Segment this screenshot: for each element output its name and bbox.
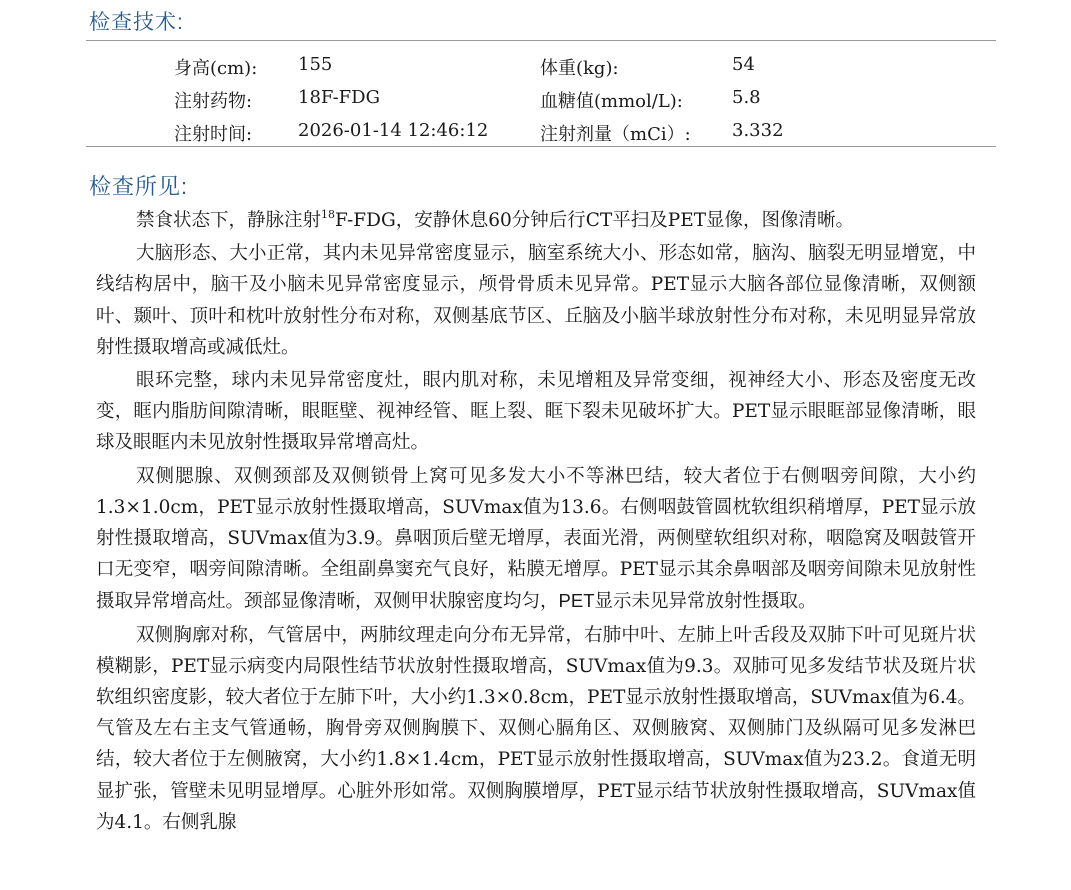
drug-label: 注射药物: [174,91,253,112]
drug-value: 18F-FDG [298,87,380,108]
protocol-text-b: F-FDG，安静休息60分钟后行CT平扫及PET显像，图像清晰。 [335,210,855,231]
findings-paragraph-brain: 大脑形态、大小正常，其内未见异常密度显示，脑室系统大小、形态如常，脑沟、脑裂无明显增宽，中线结构居中，脑干及小脑未见异常密度显示，颅骨骨质未见异常。PET显示大脑各部位显像清晰，双侧额叶、颞叶、顶叶和枕叶放射性分布对称，双侧基底节区、丘脑及小脑半球放射性分布对称，未见明显异常放射性摄取增高或减低灶。 [96,243,976,358]
technique-divider [86,40,996,41]
dose-value: 3.332 [732,120,784,141]
weight-label: 体重(kg): [540,58,619,79]
protocol-text-a: 禁食状态下，静脉注射 [136,210,322,231]
height-label: 身高(cm): [174,58,258,79]
time-value: 2026-01-14 12:46:12 [298,120,489,141]
head-neck-text-b: 显示未见异常放射性摄取。 [594,591,817,613]
head-neck-pet: PET [558,590,595,612]
findings-paragraph-chest: 双侧胸廓对称，气管居中，两肺纹理走向分布无异常，右肺中叶、左肺上叶舌段及双肺下叶可见斑片状模糊影，PET显示病变内局限性结节状放射性摄取增高，SUVmax值为9.3。双肺可见多发结节状及斑片状软组织密度影，较大者位于左肺下叶，大小约1.3×0.8cm，PET显示放射性摄取增高，SUVmax值为6.4。气管及左右主支气管通畅，胸骨旁双侧胸膜下、双侧心膈角区、双侧腋窝、双侧肺门及纵隔可见多发淋巴结，较大者位于左侧腋窝，大小约1.8×1.4cm，PET显示放射性摄取增高，SUVmax值为23.2。食道无明显扩张，管壁未见明显增厚。心脏外形如常。双侧胸膜增厚，PET显示结节状放射性摄取增高，SUVmax值为4.1。右侧乳腺 [96,624,976,833]
height-value: 155 [298,54,333,75]
glucose-label: 血糖值(mmol/L): [540,91,683,112]
findings-paragraph-protocol [96,205,976,236]
findings-divider [86,146,996,147]
technique-section-title: 检查技术: [89,11,184,34]
findings-paragraph-orbit: 眼环完整，球内未见异常密度灶，眼内肌对称，未见增粗及异常变细，视神经大小、形态及密度无改变，眶内脂肪间隙清晰，眼眶壁、视神经管、眶上裂、眶下裂未见破坏扩大。PET显示眼眶部显像清晰，眼球及眼眶内未见放射性摄取异常增高灶。 [96,370,976,454]
head-neck-text-a: 双侧腮腺、双侧颈部及双侧锁骨上窝可见多发大小不等淋巴结，较大者位于右侧咽旁间隙，大小约1.3×1.0cm，PET显示放射性摄取增高，SUVmax值为13.6。右侧咽鼓管圆枕软组织稍增厚，PET显示放射性摄取增高，SUVmax值为3.9。鼻咽顶后壁无增厚，表面光滑，两侧壁软组织对称，咽隐窝及咽鼓管开口无变窄，咽旁间隙清晰。全组副鼻窦充气良好，粘膜无增厚。PET显示其余鼻咽部及咽旁间隙未见放射性摄取异常增高灶。颈部显像清晰，双侧甲状腺密度均匀， [96,465,976,613]
weight-value: 54 [732,54,755,75]
time-label: 注射时间: [174,124,253,145]
isotope-superscript: 18 [321,208,336,221]
findings-paragraph-head-neck [96,461,976,618]
glucose-value: 5.8 [732,87,761,108]
dose-label: 注射剂量（mCi）: [540,124,691,145]
findings-body [96,205,976,840]
findings-section-title: 检查所见: [89,174,189,199]
